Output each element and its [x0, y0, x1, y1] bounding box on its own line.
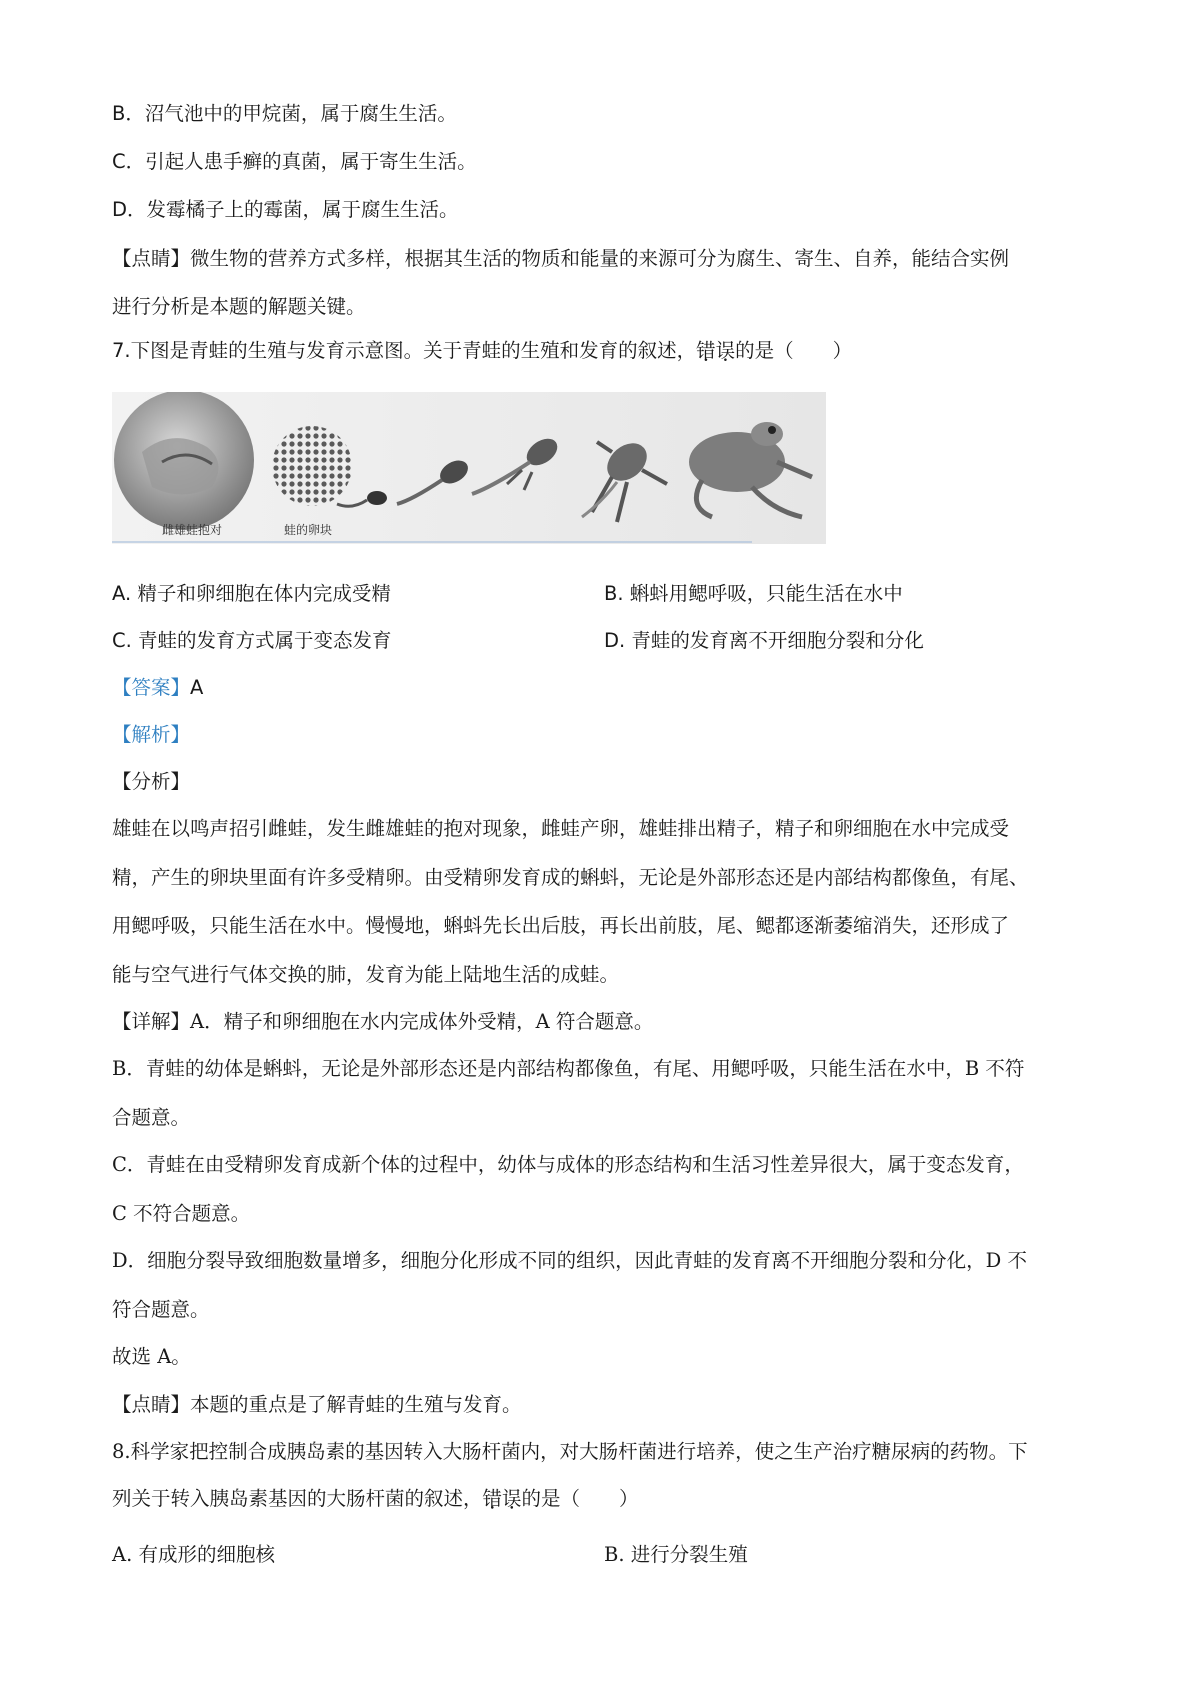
analysis-line-3: 用鳃呼吸，只能生活在水中。慢慢地，蝌蚪先长出后肢，再长出前肢，尾、鳃都逐渐萎缩消失，还形成了 — [112, 914, 1010, 937]
egg-mass-image — [272, 426, 352, 506]
figure-label-mating: 雌雄蛙抱对 — [162, 523, 223, 537]
figure-label-eggs: 蛙的卵块 — [284, 523, 333, 537]
frog-lifecycle-figure — [112, 392, 826, 544]
emphasis-char: 误 — [715, 339, 736, 362]
question-7-text: 7.下图是青蛙的生殖与发育示意图。关于青蛙的生殖和发育的叙述， — [112, 339, 697, 362]
detail-b-2: 合题意。 — [112, 1106, 191, 1129]
fenxi-label: 【分析】 — [112, 770, 191, 793]
detail-d-2: 符合题意。 — [112, 1298, 210, 1321]
detail-c-1: C．青蛙在由受精卵发育成新个体的过程中，幼体与成体的形态结构和生活习性差异很大，属于变态发育， — [112, 1153, 1024, 1176]
question-7-tail: 的是（ ） — [735, 339, 853, 362]
answer — [112, 674, 203, 702]
q8-option-a: A. 有成形的细胞核 — [112, 1543, 275, 1566]
option-d: D. 青蛙的发育离不开细胞分裂和分化 — [604, 629, 924, 652]
detail-a: 【详解】A．精子和卵细胞在水内完成体外受精，A 符合题意。 — [112, 1010, 654, 1033]
option-b: B. 蝌蚪用鳃呼吸，只能生活在水中 — [604, 582, 903, 605]
detail-d-1: D．细胞分裂导致细胞数量增多，细胞分化形成不同的组织，因此青蛙的发育离不开细胞分裂和分化，D 不 — [112, 1249, 1027, 1272]
jiexi-label: 【解析】 — [112, 723, 191, 746]
option-c-prev: C．引起人患手癣的真菌，属于寄生生活。 — [112, 150, 477, 173]
emphasis-char: 误 — [502, 1487, 522, 1510]
analysis-line-2: 精，产生的卵块里面有许多受精卵。由受精卵发育成的蝌蚪，无论是外部形态还是内部结构都像鱼，有尾、 — [112, 866, 1029, 889]
detail-c-2: C 不符合题意。 — [112, 1202, 251, 1225]
option-a: A. 精子和卵细胞在体内完成受精 — [112, 582, 391, 605]
analysis-line-4: 能与空气进行气体交换的肺，发育为能上陆地生活的成蛙。 — [112, 963, 620, 986]
question-8-line-2 — [112, 1485, 639, 1513]
dianjing-7: 【点睛】本题的重点是了解青蛙的生殖与发育。 — [112, 1393, 522, 1416]
emphasis-char: 错 — [482, 1487, 503, 1510]
option-b-prev: B．沼气池中的甲烷菌，属于腐生生活。 — [112, 102, 457, 125]
option-c: C. 青蛙的发育方式属于变态发育 — [112, 629, 392, 652]
answer-label: 【答案】 — [112, 676, 191, 699]
q8-option-b: B. 进行分裂生殖 — [604, 1543, 748, 1566]
analysis-line-1: 雄蛙在以鸣声招引雌蛙，发生雌雄蛙的抱对现象，雌蛙产卵，雄蛙排出精子，精子和卵细胞在水中完成受 — [112, 817, 1010, 840]
dianjing-prev-1: 【点睛】微生物的营养方式多样，根据其生活的物质和能量的来源可分为腐生、寄生、自养，能结合实例 — [112, 247, 1010, 270]
answer-value: A — [190, 676, 204, 699]
option-d-prev: D．发霉橘子上的霉菌，属于腐生生活。 — [112, 198, 459, 221]
dianjing-prev-2: 进行分析是本题的解题关键。 — [112, 295, 366, 318]
question-8-text: 列关于转入胰岛素基因的大肠杆菌的叙述， — [112, 1487, 483, 1510]
detail-b-1: B．青蛙的幼体是蝌蚪，无论是外部形态还是内部结构都像鱼，有尾、用鳃呼吸，只能生活在水中，B 不符 — [112, 1057, 1025, 1080]
final-choice: 故选 A。 — [112, 1345, 191, 1368]
emphasis-char: 错 — [696, 339, 716, 362]
question-8-tail: 的是（ ） — [521, 1487, 639, 1510]
question-7 — [112, 337, 852, 365]
question-8-line-1: 8.科学家把控制合成胰岛素的基因转入大肠杆菌内，对大肠杆菌进行培养，使之生产治疗糖尿病的药物。下 — [112, 1440, 1028, 1463]
